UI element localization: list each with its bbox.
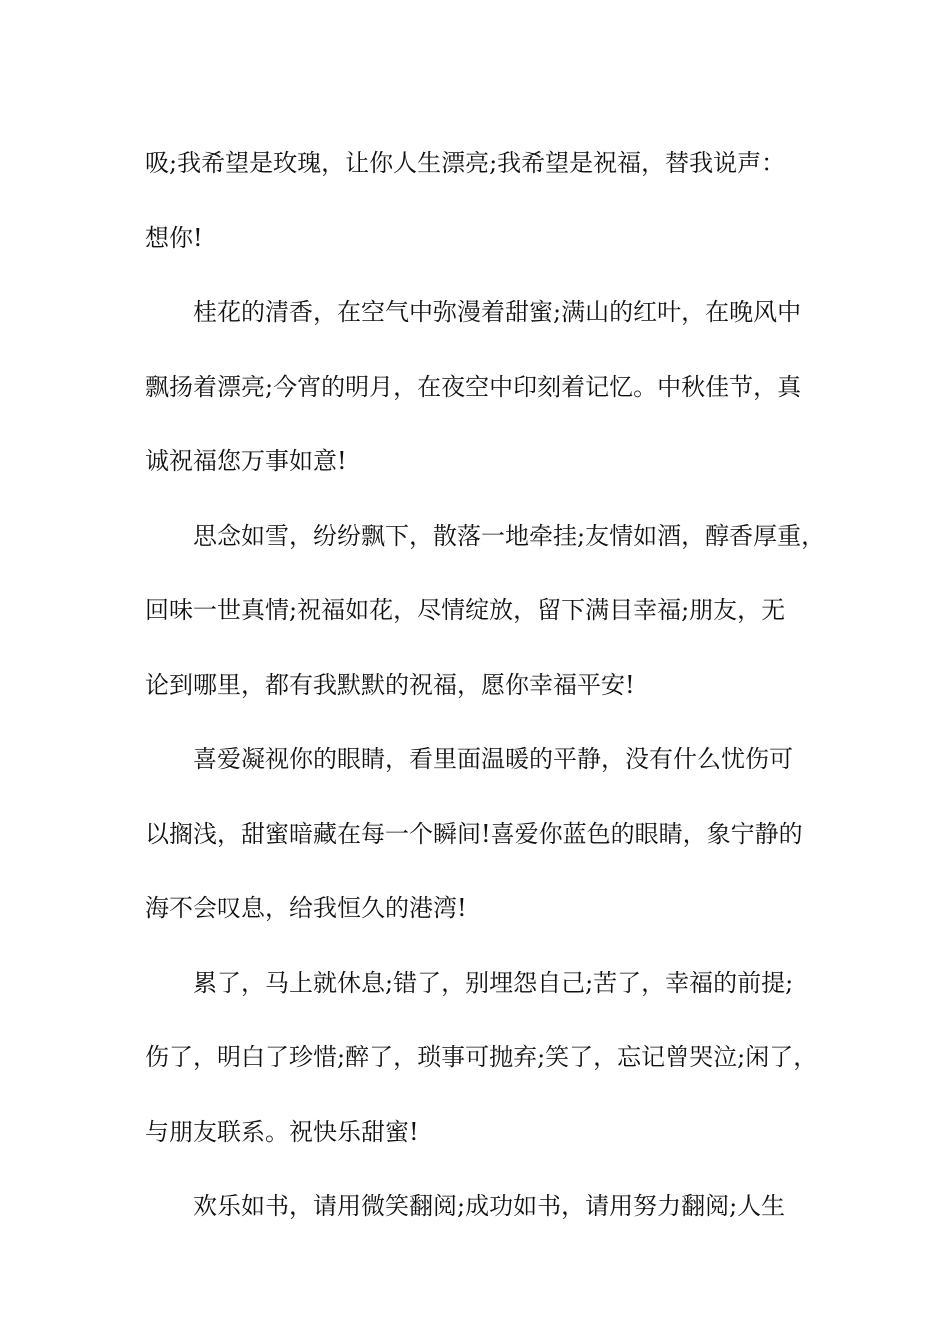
- paragraph: [145, 499, 826, 723]
- text-line: 吸;我希望是玫瑰，让你人生漂亮;我希望是祝福，替我说声：: [145, 149, 786, 177]
- paragraph: [145, 946, 818, 1170]
- text-line: 伤了，明白了珍惜;醉了，琐事可抛弃;笑了，忘记曾哭泣;闲了，: [145, 1043, 818, 1071]
- document-body: [145, 126, 826, 1244]
- text-line: 累了，马上就休息;错了，别埋怨自己;苦了，幸福的前提;: [193, 968, 794, 997]
- paragraph: [145, 1169, 815, 1244]
- text-line: 欢乐如书，请用微笑翻阅;成功如书，请用努力翻阅;人生: [193, 1192, 786, 1220]
- text-line: 想你!: [145, 223, 203, 252]
- text-line: 诚祝福您万事如意!: [145, 447, 347, 475]
- paragraph: [145, 722, 815, 946]
- text-line: 论到哪里，都有我默默的祝福，愿你幸福平安!: [145, 670, 635, 699]
- paragraph: [145, 275, 815, 499]
- text-line: 思念如雪，纷纷飘下，散落一地牵挂;友情如酒，醇香厚重，: [193, 521, 826, 550]
- text-line: 飘扬着漂亮;今宵的明月，在夜空中印刻着记忆。中秋佳节，真: [145, 372, 802, 401]
- text-line: 以搁浅，甜蜜暗藏在每一个瞬间!喜爱你蓝色的眼睛，象宁静的: [145, 819, 803, 848]
- text-line: 回味一世真情;祝福如花，尽情绽放，留下满目幸福;朋友，无: [145, 596, 786, 624]
- text-line: 桂花的清香，在空气中弥漫着甜蜜;满山的红叶，在晚风中: [193, 298, 802, 326]
- paragraph: [145, 126, 815, 275]
- text-line: 喜爱凝视你的眼睛，看里面温暖的平静，没有什么忧伤可: [193, 745, 793, 773]
- text-line: 海不会叹息，给我恒久的港湾!: [145, 894, 467, 922]
- text-line: 与朋友联系。祝快乐甜蜜!: [145, 1117, 419, 1146]
